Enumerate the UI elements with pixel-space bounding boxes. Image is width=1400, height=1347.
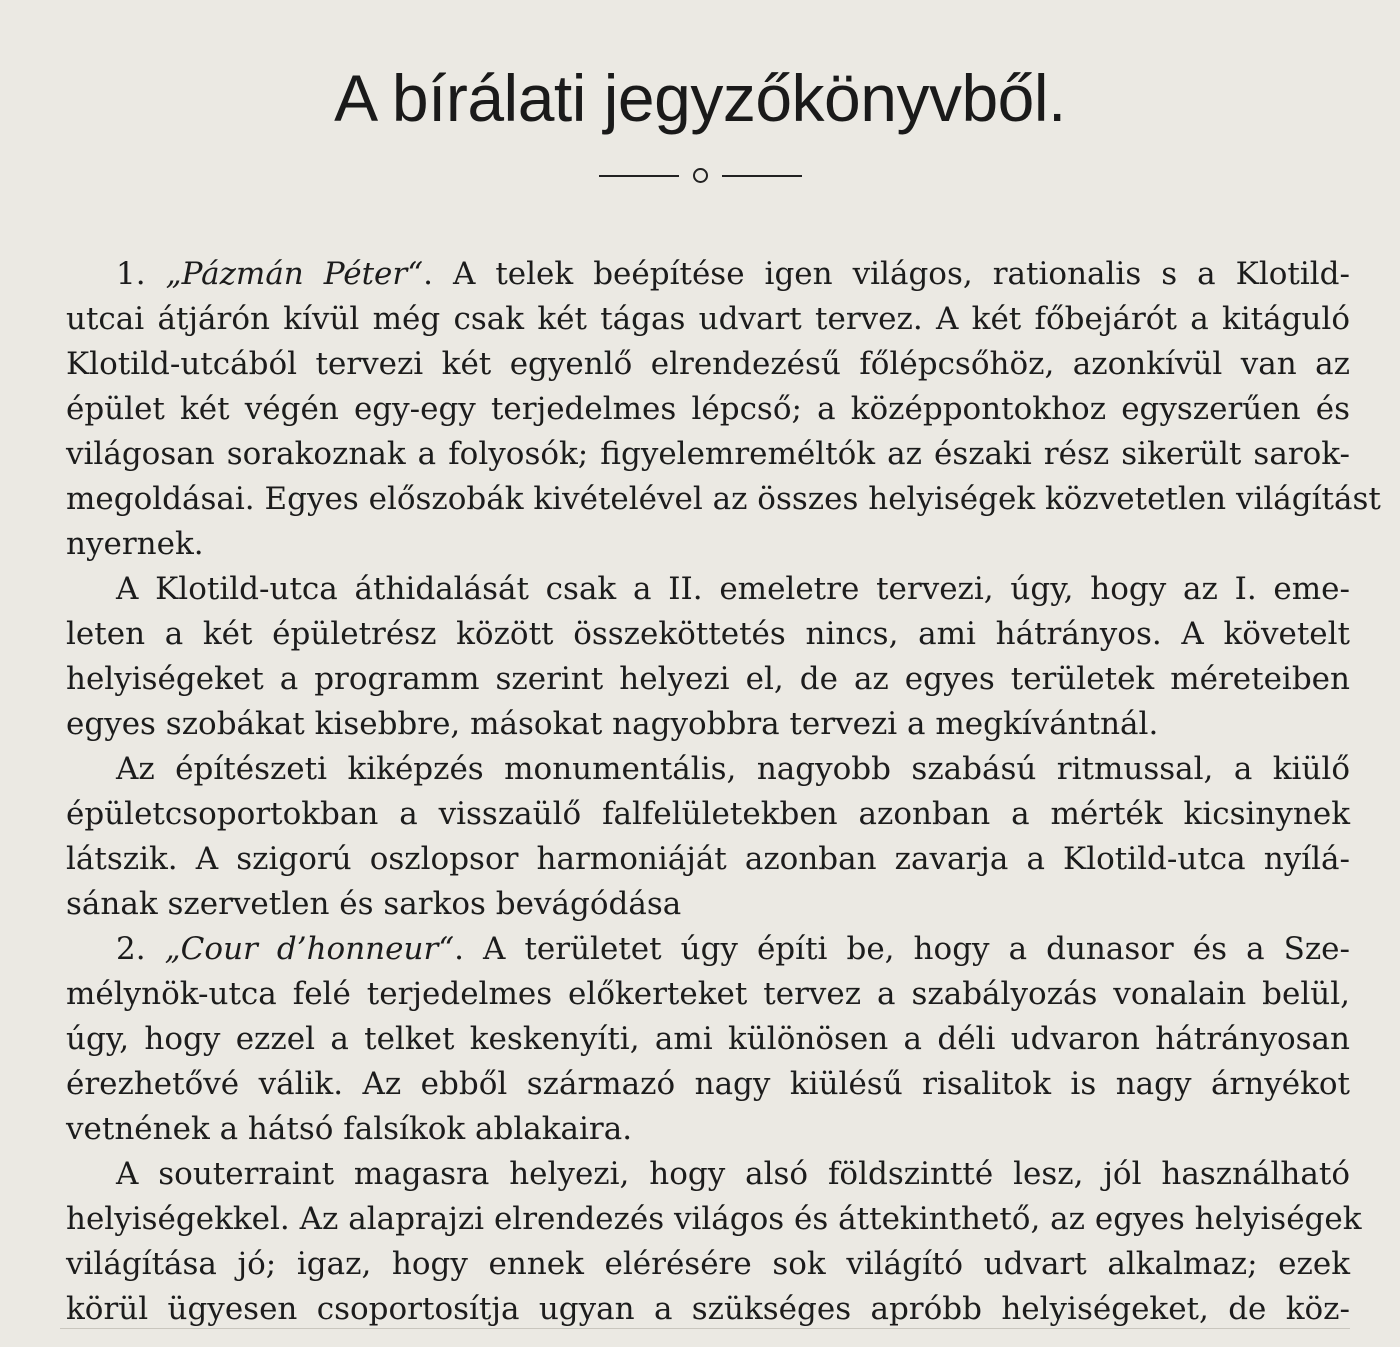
text-line: érezhetővé válik. Az ebből származó nagy kiülésű risalitok is nagy árnyékot [66, 1066, 1350, 1102]
text-line: sának szervetlen és sarkos bevágódása [66, 886, 682, 922]
text-line: egyes szobákat kisebbre, másokat nagyobbra tervezi a megkívántnál. [66, 706, 1159, 742]
paragraph-4 [66, 927, 1350, 1152]
text-line: épületcsoportokban a visszaülő falfelületekben azonban a mérték kicsinynek [66, 796, 1350, 832]
text-line: 2. „Cour d’honneur“. A területet úgy építi be, hogy a dunasor és a Sze- [116, 931, 1350, 967]
text-line: Az építészeti kiképzés monumentális, nagyobb szabású ritmussal, a kiülő [116, 751, 1350, 787]
paragraph-1 [66, 252, 1381, 567]
text-line: világítása jó; igaz, hogy ennek elérésére sok világító udvart alkalmaz; ezek [66, 1246, 1350, 1282]
paragraph-2 [66, 567, 1350, 747]
text-line: épület két végén egy-egy terjedelmes lépcső; a középpontokhoz egyszerűen és [66, 391, 1350, 427]
text-line: körül ügyesen csoportosítja ugyan a szükséges apróbb helyiségeket, de köz- [66, 1291, 1350, 1327]
text-line: 1. „Pázmán Péter“. A telek beépítése igen világos, rationalis s a Klotild- [116, 256, 1351, 292]
text-line: látszik. A szigorú oszlopsor harmoniáját azonban zavarja a Klotild-utca nyílá- [66, 841, 1350, 877]
ornament-line-left [599, 175, 679, 177]
ornament-line-right [722, 175, 802, 177]
paragraph-5 [66, 1152, 1362, 1332]
page-bottom-edge [60, 1328, 1350, 1329]
ornament-circle-icon [693, 168, 708, 183]
text-line: nyernek. [66, 526, 204, 562]
text-line: mélynök-utca felé terjedelmes előkerteket tervez a szabályozás vonalain belül, [66, 976, 1350, 1012]
text-line: leten a két épületrész között összeköttetés nincs, ami hátrányos. A követelt [66, 616, 1350, 652]
design-motto: „Pázmán Péter“ [165, 256, 424, 292]
design-motto: „Cour d’honneur“ [164, 931, 455, 967]
text-line: utcai átjárón kívül még csak két tágas udvart tervez. A két főbejárót a kitáguló [66, 301, 1350, 337]
body-text [66, 252, 1381, 1332]
text-line: világosan sorakoznak a folyosók; figyelemreméltók az északi rész sikerült sarok- [66, 436, 1350, 472]
text-line: A Klotild-utca áthidalását csak a II. emeletre tervezi, úgy, hogy az I. eme- [116, 571, 1350, 607]
text-line: helyiségeket a programm szerint helyezi el, de az egyes területek méreteiben [66, 661, 1350, 697]
text-line: vetnének a hátsó falsíkok ablakaira. [66, 1111, 633, 1147]
text-line: megoldásai. Egyes előszobák kivételével az összes helyiségek közvetetlen világítást [66, 481, 1381, 517]
text-line: Klotild-utcából tervezi két egyenlő elrendezésű főlépcsőhöz, azonkívül van az [66, 346, 1350, 382]
title-ornament [0, 168, 1400, 183]
paragraph-3 [66, 747, 1350, 927]
page-title: A bírálati jegyzőkönyvből. [334, 61, 1066, 135]
text-line: úgy, hogy ezzel a telket keskenyíti, ami különösen a déli udvaron hátrányosan [66, 1021, 1350, 1057]
text-line: A souterraint magasra helyezi, hogy alsó földszintté lesz, jól használható [116, 1156, 1350, 1192]
text-line: helyiségekkel. Az alaprajzi elrendezés világos és áttekinthető, az egyes helyiségek [66, 1201, 1362, 1237]
